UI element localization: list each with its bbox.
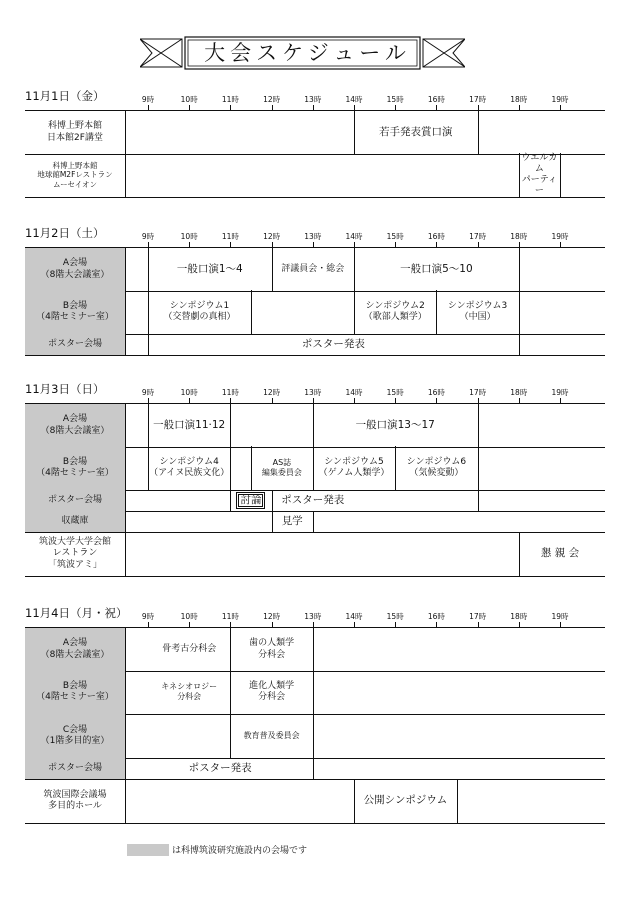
event-block xyxy=(251,446,313,490)
legend xyxy=(127,843,307,856)
room-divider xyxy=(125,334,126,355)
event-block xyxy=(148,446,230,490)
legend-text: は科博筑波研究施設内の会場です xyxy=(172,846,308,856)
event-block xyxy=(436,290,518,334)
room-divider xyxy=(125,111,126,154)
event-label: 歯の人類学 分科会 xyxy=(249,638,295,660)
event-label: 骨考古分科会 xyxy=(162,643,217,654)
room-label: B会場 （4階セミナー室） xyxy=(25,446,125,490)
event-block xyxy=(272,511,313,532)
hour-label: 10時 xyxy=(180,612,198,621)
event-label: シンポジウム4 （アイヌ民族文化） xyxy=(149,456,230,478)
hour-label: 19時 xyxy=(551,232,569,241)
event-label: 一般口演13〜17 xyxy=(355,418,435,431)
time-divider xyxy=(230,404,231,447)
day-label: 11月2日（土） xyxy=(25,226,105,240)
hour-label: 19時 xyxy=(551,95,569,104)
hour-label: 16時 xyxy=(427,95,445,104)
hour-label: 18時 xyxy=(510,388,528,397)
hour-label: 19時 xyxy=(551,612,569,621)
time-divider xyxy=(478,404,479,447)
hour-label: 14時 xyxy=(345,612,363,621)
event-block xyxy=(148,670,230,714)
event-block xyxy=(148,758,292,779)
discussion-label: 討論 xyxy=(236,492,265,509)
event-label: 評議員会・総会 xyxy=(281,263,345,274)
room-label: 科博上野本館 地球館M2Fレストラン ムーセイオン xyxy=(37,160,113,189)
event-label: ポスター発表 xyxy=(188,761,252,774)
event-block xyxy=(519,532,601,576)
event-block xyxy=(148,290,251,334)
schedule-row xyxy=(25,758,605,780)
event-block xyxy=(230,628,312,671)
room-label: ポスター会場 xyxy=(25,758,125,779)
hour-label: 9時 xyxy=(141,232,155,241)
room-divider xyxy=(125,490,126,511)
hour-label: 9時 xyxy=(141,612,155,621)
time-divider xyxy=(313,670,314,714)
hour-label: 17時 xyxy=(469,95,487,104)
room-divider xyxy=(125,532,126,576)
time-divider xyxy=(313,714,314,758)
room-divider xyxy=(125,290,126,334)
event-block xyxy=(230,670,312,714)
room-divider xyxy=(125,628,126,671)
event-block xyxy=(354,779,457,823)
hour-label: 11時 xyxy=(221,95,239,104)
event-label: シンポジウム2 （歌部人類学） xyxy=(363,300,427,322)
event-label: シンポジウム6 （気候変動） xyxy=(406,456,467,478)
legend-swatch xyxy=(127,844,169,856)
schedule-row xyxy=(25,490,605,512)
hour-label: 14時 xyxy=(345,388,363,397)
event-label: 一般口演1〜4 xyxy=(176,262,243,275)
hour-label: 12時 xyxy=(263,388,281,397)
schedule-row xyxy=(25,334,605,356)
event-block xyxy=(148,404,230,447)
schedule-row xyxy=(25,532,605,577)
hour-label: 10時 xyxy=(180,232,198,241)
hour-label: 14時 xyxy=(345,232,363,241)
event-block xyxy=(272,248,354,291)
hour-label: 11時 xyxy=(221,388,239,397)
event-label: 一般口演5〜10 xyxy=(400,262,473,275)
hour-label: 14時 xyxy=(345,95,363,104)
time-divider xyxy=(478,111,479,154)
event-label: 進化人類学 分科会 xyxy=(249,680,295,702)
hour-label: 16時 xyxy=(427,232,445,241)
event-block xyxy=(313,404,478,447)
hour-label: 13時 xyxy=(304,232,322,241)
room-label: B会場 （4階セミナー室） xyxy=(25,290,125,334)
event-block xyxy=(230,490,271,511)
room-label: 筑波大学大学会館 レストラン 「筑波アミ」 xyxy=(38,537,111,570)
event-label: キネシオロジー 分科会 xyxy=(161,682,218,701)
event-block xyxy=(354,248,519,291)
event-label: シンポジウム1 （交替劇の真相） xyxy=(163,300,236,322)
room-label: A会場 （8階大会議室） xyxy=(25,628,125,671)
hour-label: 9時 xyxy=(141,388,155,397)
schedule-row xyxy=(25,247,605,292)
event-block xyxy=(354,290,436,334)
room-divider xyxy=(125,248,126,291)
schedule-row xyxy=(25,290,605,335)
hour-label: 12時 xyxy=(263,232,281,241)
hour-label: 18時 xyxy=(510,612,528,621)
time-divider xyxy=(560,153,561,197)
event-block xyxy=(395,446,477,490)
event-label: 見学 xyxy=(281,514,303,527)
schedule-row xyxy=(25,110,605,155)
time-divider xyxy=(478,490,479,511)
page-title: 大会スケジュール xyxy=(204,41,411,65)
event-block xyxy=(230,714,312,758)
hour-label: 11時 xyxy=(221,232,239,241)
room-divider xyxy=(125,758,126,779)
schedule-row xyxy=(25,403,605,448)
hour-label: 10時 xyxy=(180,95,198,104)
time-divider xyxy=(519,334,520,355)
room-divider xyxy=(125,714,126,758)
event-label: ポスター発表 xyxy=(301,337,365,350)
time-divider xyxy=(519,290,520,334)
hour-label: 13時 xyxy=(304,388,322,397)
event-label: 懇 親 会 xyxy=(540,547,580,560)
event-label: 公開シンポジウム xyxy=(363,794,448,807)
hour-label: 11時 xyxy=(221,612,239,621)
room-divider xyxy=(125,511,126,532)
schedule-row xyxy=(25,627,605,672)
room-label: B会場 （4階セミナー室） xyxy=(25,670,125,714)
time-divider xyxy=(251,290,252,334)
event-label: シンポジウム5 （ゲノム人類学） xyxy=(318,456,390,478)
event-label: 一般口演11·12 xyxy=(153,418,226,431)
room-divider xyxy=(125,404,126,447)
room-label: C会場 （1階多目的室） xyxy=(25,714,125,758)
hour-label: 18時 xyxy=(510,232,528,241)
hour-label: 15時 xyxy=(386,388,404,397)
time-divider xyxy=(230,446,231,490)
event-label: ポスター発表 xyxy=(281,493,345,506)
time-divider xyxy=(313,511,314,532)
time-divider xyxy=(457,779,458,823)
time-divider xyxy=(313,758,314,779)
event-block xyxy=(272,490,354,511)
event-label: ウエルカム パーティー xyxy=(521,152,558,197)
hour-label: 12時 xyxy=(263,612,281,621)
hour-label: 16時 xyxy=(427,388,445,397)
event-block xyxy=(519,153,560,197)
day-label: 11月1日（金） xyxy=(25,89,105,103)
day-label: 11月4日（月・祝） xyxy=(25,606,128,620)
room-divider xyxy=(125,779,126,823)
hour-label: 9時 xyxy=(141,95,155,104)
room-label: ポスター会場 xyxy=(25,490,125,511)
hour-label: 15時 xyxy=(386,232,404,241)
event-block xyxy=(148,628,230,671)
hour-label: 17時 xyxy=(469,388,487,397)
event-block xyxy=(148,334,519,355)
schedule-row xyxy=(25,670,605,715)
event-block xyxy=(354,111,478,154)
event-label: 教育普及委員会 xyxy=(243,731,300,740)
hour-label: 17時 xyxy=(469,612,487,621)
hour-label: 13時 xyxy=(304,95,322,104)
hour-label: 10時 xyxy=(180,388,198,397)
day-label: 11月3日（日） xyxy=(25,382,105,396)
schedule-row xyxy=(25,153,605,198)
event-label: 若手発表賞口演 xyxy=(379,125,453,138)
hour-label: 12時 xyxy=(263,95,281,104)
room-divider xyxy=(125,153,126,197)
room-divider xyxy=(125,446,126,490)
schedule-row xyxy=(25,779,605,824)
hour-label: 16時 xyxy=(427,612,445,621)
time-divider xyxy=(313,628,314,671)
room-divider xyxy=(125,670,126,714)
schedule-row xyxy=(25,446,605,491)
room-label: A会場 （8階大会議室） xyxy=(25,404,125,447)
hour-label: 13時 xyxy=(304,612,322,621)
room-label: ポスター会場 xyxy=(25,334,125,355)
time-divider xyxy=(519,248,520,291)
room-label: 収蔵庫 xyxy=(25,511,125,532)
time-divider xyxy=(478,446,479,490)
hour-label: 15時 xyxy=(386,612,404,621)
event-block xyxy=(148,248,272,291)
schedule-row xyxy=(25,511,605,533)
room-label: 科博上野本館 日本館2F講堂 xyxy=(47,121,103,143)
room-label: 筑波国際会議場 多目的ホール xyxy=(43,789,107,811)
event-label: シンポジウム3 （中国） xyxy=(447,300,508,322)
event-label: AS誌 編集委員会 xyxy=(261,458,302,477)
hour-label: 15時 xyxy=(386,95,404,104)
hour-label: 17時 xyxy=(469,232,487,241)
hour-label: 18時 xyxy=(510,95,528,104)
schedule-row xyxy=(25,714,605,759)
room-label: A会場 （8階大会議室） xyxy=(25,248,125,291)
hour-label: 19時 xyxy=(551,388,569,397)
event-block xyxy=(313,446,395,490)
